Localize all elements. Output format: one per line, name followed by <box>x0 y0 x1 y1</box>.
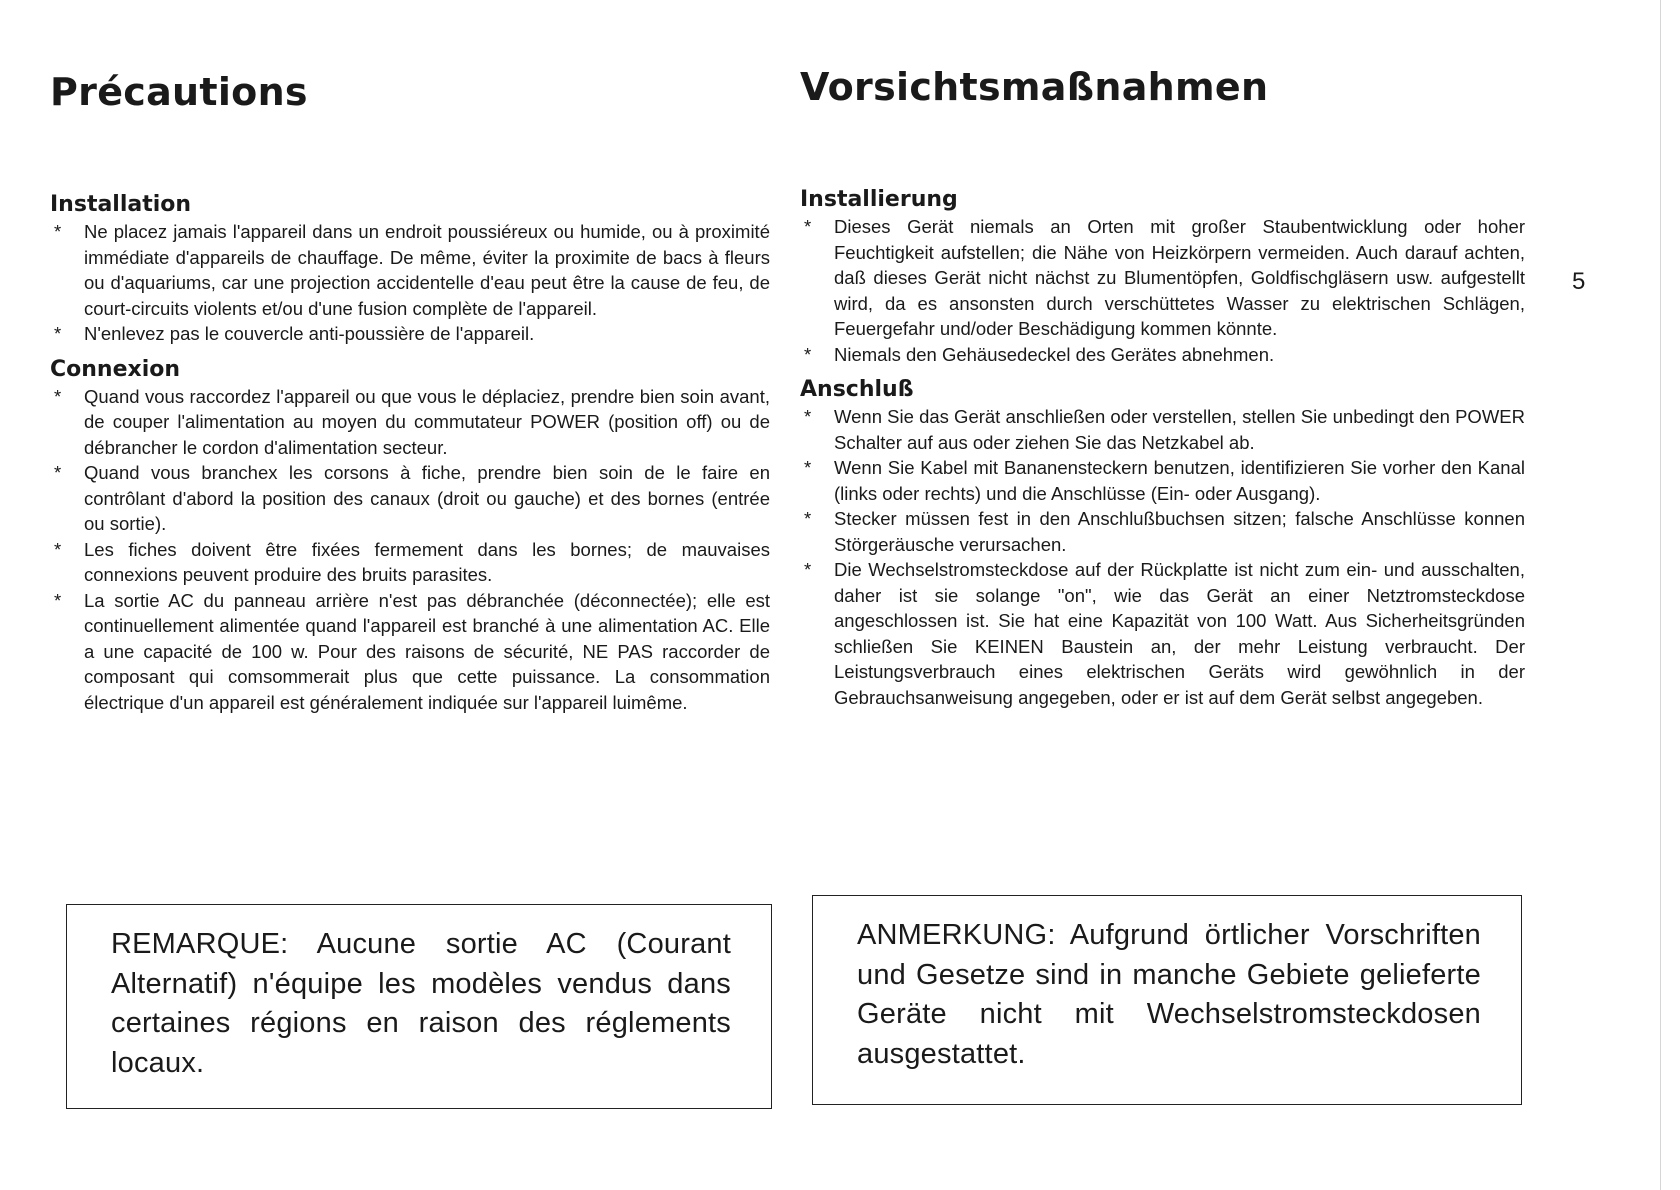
item-text: Die Wechselstromsteckdose auf der Rückplatte ist nicht zum ein- und ausschalten, daher ist sie solange "on", wie das Gerät an einer Netztromsteckdose angeschlossen ist. Sie hat eine Kapazität von 100 Watt. Aus Sicherheitsgründen schließen Sie KEINEN Baustein an, der mehr Leistung verbraucht. Der Leistungsverbrauch eines elektrischen Geräts wird gewöhnlich in der Gebrauchsanweisung angegeben, oder er ist auf dem Gerät selbst angegeben. <box>834 559 1525 708</box>
list-item <box>800 557 1525 710</box>
bullet: * <box>54 462 62 483</box>
french-connexion-list <box>50 384 770 716</box>
list-item <box>50 384 770 461</box>
french-column <box>50 70 770 725</box>
bullet: * <box>804 343 812 365</box>
item-text: N'enlevez pas le couvercle anti-poussière de l'appareil. <box>84 323 535 344</box>
bullet: * <box>804 559 812 580</box>
bullet: * <box>54 323 62 344</box>
german-note-box <box>812 895 1522 1105</box>
list-item <box>800 342 1525 368</box>
list-item <box>50 219 770 321</box>
item-text: Quand vous branchex les corsons à fiche, prendre bien soin de le faire en contrôlant d'abord la position des canaux (droit ou gauche) et des bornes (entrée ou sortie). <box>84 462 770 534</box>
german-section-heading-anschluss: Anschluß <box>800 377 914 402</box>
bullet: * <box>54 538 62 560</box>
french-section-heading-installation: Installation <box>50 192 192 217</box>
french-installation-list <box>50 219 770 347</box>
list-item <box>800 214 1525 342</box>
bullet: * <box>804 457 812 478</box>
item-text: La sortie AC du panneau arrière n'est pas débranchée (déconnectée); elle est continuellement alimentée quand l'appareil est branché à une alimentation AC. Elle a une capacité de 100 w. Pour des raisons de sécurité, NE PAS raccorder de composant qui comsommerait plus que cette puissance. La consommation électrique d'un appareil est généralement indiquée sur l'appareil luimême. <box>84 589 770 713</box>
item-text: Ne placez jamais l'appareil dans un endroit poussiéreux ou humide, ou à proximité immédiate d'appareils de chauffage. De même, éviter la proximite de bacs à fleurs ou d'aquariums, car une projection accidentelle d'eau peut être la cause de feu, de court-circuits violents et/ou d'une fusion complète de l'appareil. <box>84 221 770 319</box>
german-anschluss-list <box>800 404 1525 710</box>
bullet: * <box>54 589 62 611</box>
list-item <box>800 404 1525 455</box>
item-text: Dieses Gerät niemals an Orten mit großer Staubentwicklung oder hoher Feuchtigkeit aufstellen; die Nähe von Heizkörpern vermeiden. Auch darauf achten, daß dieses Gerät nicht nächst zu Blumentöpfen, Goldfischgläsern usw. aufgestellt wird, da es ansonsten durch verschüttetes Wasser zu elektrischen Schlägen, Feuergefahr und/oder Beschädigung kommen könnte. <box>834 216 1525 339</box>
bullet: * <box>804 216 812 237</box>
german-column <box>800 65 1525 720</box>
bullet: * <box>54 385 62 407</box>
bullet: * <box>804 406 812 427</box>
bullet: * <box>804 508 812 529</box>
list-item <box>50 460 770 537</box>
german-section-heading-installierung: Installierung <box>800 187 958 212</box>
french-note-box <box>66 904 772 1109</box>
french-title: Précautions <box>50 70 308 114</box>
german-note-text: ANMERKUNG: Aufgrund örtlicher Vorschriften und Gesetze sind in manche Gebiete gelieferte Geräte nicht mit Wechselstromsteckdosen ausgestattet. <box>857 919 1481 1070</box>
item-text: Wenn Sie das Gerät anschließen oder verstellen, stellen Sie unbedingt den POWER Schalter auf aus oder ziehen Sie das Netzkabel ab. <box>834 406 1525 453</box>
french-section-heading-connexion: Connexion <box>50 356 181 382</box>
item-text: Quand vous raccordez l'appareil ou que vous le déplaciez, prendre bien soin avant, de couper l'alimentation au moyen du commutateur POWER (position off) ou de débrancher le cordon d'alimentation secteur. <box>84 385 770 458</box>
german-title: Vorsichtsmaßnahmen <box>800 65 1269 109</box>
item-text: Les fiches doivent être fixées fermement dans les bornes; de mauvaises connexions peuvent produire des bruits parasites. <box>84 538 770 585</box>
page-edge-divider <box>1660 0 1661 1190</box>
german-installierung-list <box>800 214 1525 367</box>
list-item <box>50 537 770 588</box>
page-number: 5 <box>1572 268 1586 295</box>
list-item <box>50 588 770 716</box>
bullet: * <box>54 221 62 242</box>
item-text: Wenn Sie Kabel mit Bananensteckern benutzen, identifizieren Sie vorher den Kanal (links oder rechts) und die Anschlüsse (Ein- oder Ausgang). <box>834 457 1525 504</box>
list-item <box>800 455 1525 506</box>
list-item <box>800 506 1525 557</box>
item-text: Niemals den Gehäusedeckel des Gerätes abnehmen. <box>834 343 1275 365</box>
french-note-text: REMARQUE: Aucune sortie AC (Courant Alternatif) n'équipe les modèles vendus dans certaines régions en raison des réglements locaux. <box>111 928 731 1079</box>
list-item <box>50 321 770 347</box>
item-text: Stecker müssen fest in den Anschlußbuchsen sitzen; falsche Anschlüsse konnen Störgeräusche verursachen. <box>834 508 1525 555</box>
